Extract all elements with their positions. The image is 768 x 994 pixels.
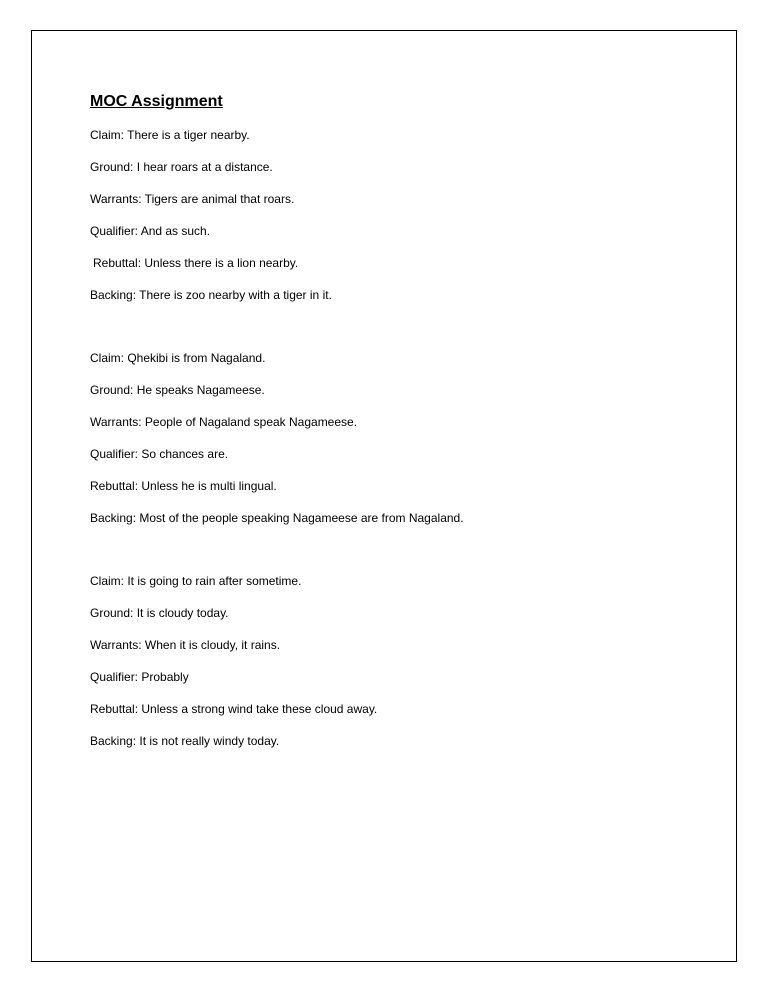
argument-2-rebuttal: Rebuttal: Unless he is multi lingual. [90, 479, 277, 493]
page-title: MOC Assignment [90, 93, 223, 110]
argument-1-rebuttal: Rebuttal: Unless there is a lion nearby. [93, 256, 299, 270]
argument-2-qualifier: Qualifier: So chances are. [90, 447, 229, 461]
argument-2-claim: Claim: Qhekibi is from Nagaland. [90, 351, 266, 365]
argument-3-ground: Ground: It is cloudy today. [90, 606, 229, 620]
argument-3-claim: Claim: It is going to rain after sometime. [90, 574, 302, 588]
argument-1-qualifier: Qualifier: And as such. [90, 224, 211, 238]
argument-3-backing: Backing: It is not really windy today. [90, 734, 280, 748]
argument-2-warrants: Warrants: People of Nagaland speak Nagameese. [90, 415, 358, 429]
argument-1-backing: Backing: There is zoo nearby with a tiger in it. [90, 288, 332, 302]
argument-2-backing: Backing: Most of the people speaking Nagameese are from Nagaland. [90, 511, 464, 525]
argument-3-rebuttal: Rebuttal: Unless a strong wind take these cloud away. [90, 702, 378, 716]
argument-1-ground: Ground: I hear roars at a distance. [90, 160, 273, 174]
argument-2-ground: Ground: He speaks Nagameese. [90, 383, 265, 397]
argument-1-claim: Claim: There is a tiger nearby. [90, 128, 250, 142]
argument-3-qualifier: Qualifier: Probably [90, 670, 189, 684]
argument-1-warrants: Warrants: Tigers are animal that roars. [90, 192, 295, 206]
argument-3-warrants: Warrants: When it is cloudy, it rains. [90, 638, 281, 652]
